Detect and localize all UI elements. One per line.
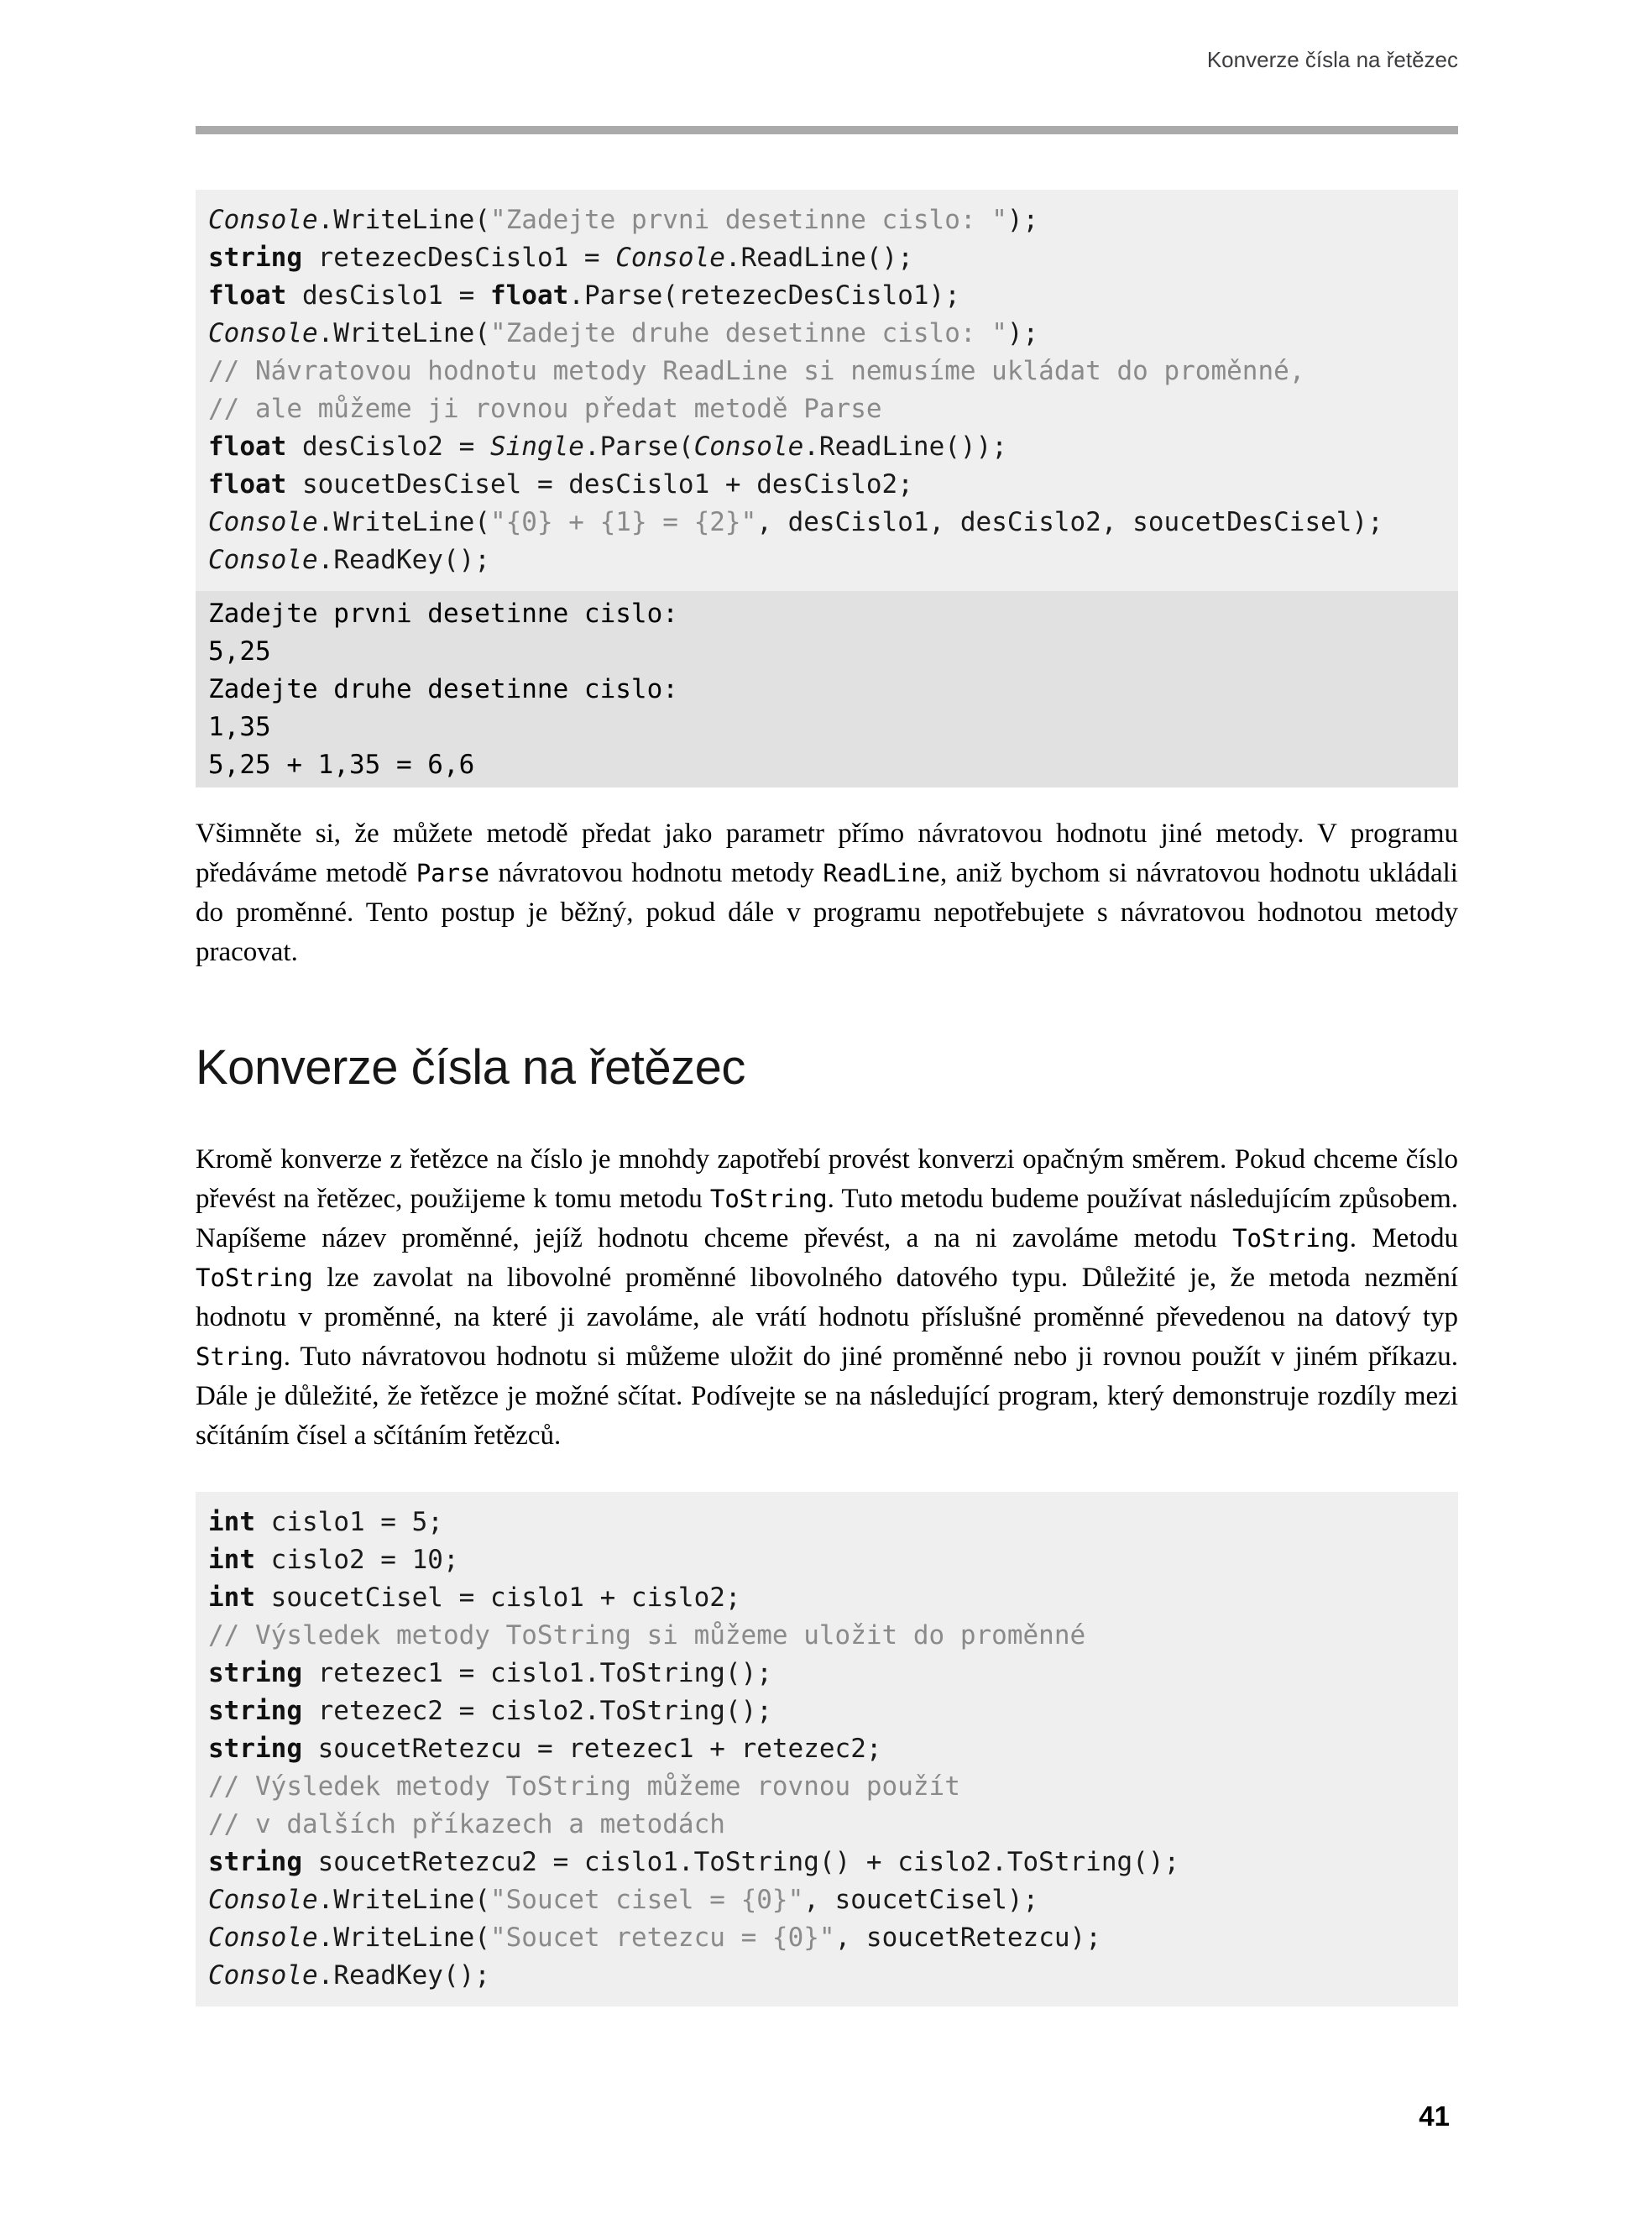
code-line: [208, 277, 1446, 315]
code-token: float: [208, 432, 287, 462]
code-token: // Návratovou hodnotu metody ReadLine si nemusíme ukládat do proměnné,: [208, 356, 1305, 386]
code-token: // v dalších příkazech a metodách: [208, 1809, 725, 1839]
code-token: Single: [489, 432, 584, 462]
code-line: [208, 466, 1446, 504]
code-line: 1,35: [208, 712, 271, 742]
code-line: [208, 1541, 1446, 1579]
code-token: soucetCisel = cislo1 + cislo2;: [255, 1583, 741, 1613]
code-token: int: [208, 1583, 255, 1613]
code-token: retezec2 = cislo2.ToString();: [301, 1696, 772, 1726]
code-line: 5,25: [208, 636, 271, 667]
code-token: .ReadLine());: [803, 432, 1007, 462]
code-token: Console: [208, 1885, 318, 1915]
code-token: float: [208, 280, 287, 311]
code-line: [208, 1730, 1446, 1768]
code-line: Zadejte prvni desetinne cislo:: [208, 599, 678, 629]
code-token: float: [489, 280, 569, 311]
code-token: soucetRetezcu2 = cislo1.ToString() + cislo2.ToString();: [301, 1847, 1180, 1877]
code-line: [208, 1768, 1446, 1806]
code-token: // Výsledek metody ToString si můžeme uložit do proměnné: [208, 1620, 1086, 1651]
code-listing-parse-example: [196, 190, 1458, 591]
code-token: .WriteLine(: [317, 507, 490, 537]
code-line: 5,25 + 1,35 = 6,6: [208, 750, 475, 780]
paragraph-parse-explanation: [196, 814, 1458, 972]
body-text-run: Kromě konverze z řetězce na číslo je mnohdy zapotřebí provést konverzi opačným směrem. Pokud chceme číslo převést na řetězec, použijeme k tomu metodu: [196, 1144, 1458, 1214]
code-line: [208, 1579, 1446, 1617]
body-text-run: návratovou hodnotu metody: [489, 858, 823, 888]
code-token: "{0} + {1} = {2}": [489, 507, 757, 537]
inline-code: ToString: [709, 1185, 828, 1213]
code-line: [208, 1806, 1446, 1844]
body-text-run: Všimněte si, že můžete metodě předat jako parametr přímo návratovou hodnotu jiné metody. V programu předáváme metodě: [196, 819, 1458, 888]
code-token: .WriteLine(: [317, 1885, 490, 1915]
code-token: .ReadLine();: [724, 243, 913, 273]
code-token: retezecDesCislo1 =: [301, 243, 616, 273]
code-token: string: [208, 1658, 302, 1688]
inline-code: Parse: [416, 859, 490, 887]
code-token: .ReadKey();: [317, 1960, 490, 1991]
code-token: "Soucet retezcu = {0}": [489, 1923, 835, 1953]
body-text-run: . Metodu: [1349, 1223, 1458, 1253]
code-line: [208, 504, 1446, 541]
code-token: "Zadejte prvni desetinne cislo: ": [489, 205, 1007, 235]
code-line: [208, 1504, 1446, 1541]
code-token: Console: [208, 1923, 318, 1953]
code-token: Console: [208, 507, 318, 537]
body-text-run: , aniž bychom si návratovou hodnotu ukládali do proměnné. Tento postup je běžný, pokud dále v programu nepotřebujete s návratovou hodnotou metody pracovat.: [196, 858, 1458, 967]
code-token: cislo2 = 10;: [255, 1545, 459, 1575]
code-token: string: [208, 1847, 302, 1877]
code-token: , desCislo1, desCislo2, soucetDesCisel);: [756, 507, 1383, 537]
code-token: Console: [208, 545, 318, 575]
code-token: desCislo2 =: [286, 432, 490, 462]
section-heading: Konverze čísla na řetězec: [196, 1040, 745, 1095]
code-token: string: [208, 243, 302, 273]
code-line: [208, 1957, 1446, 1995]
inline-code: ToString: [1232, 1224, 1350, 1253]
code-token: );: [1006, 205, 1039, 235]
code-token: soucetDesCisel = desCislo1 + desCislo2;: [286, 469, 913, 500]
page-header: [196, 47, 1458, 134]
code-token: );: [1006, 318, 1039, 348]
code-token: "Zadejte druhe desetinne cislo: ": [489, 318, 1007, 348]
code-token: .WriteLine(: [317, 318, 490, 348]
code-token: retezec1 = cislo1.ToString();: [301, 1658, 772, 1688]
code-token: .ReadKey();: [317, 545, 490, 575]
inline-code: String: [196, 1342, 284, 1371]
code-token: float: [208, 469, 287, 500]
code-line: [208, 541, 1446, 579]
code-line: [208, 353, 1446, 390]
code-line: [208, 428, 1446, 466]
code-token: string: [208, 1734, 302, 1764]
inline-code: ToString: [196, 1263, 313, 1292]
code-token: cislo1 = 5;: [255, 1507, 443, 1537]
page-number: 41: [1419, 2101, 1450, 2132]
body-text-run: . Tuto metodu budeme používat následujícím způsobem. Napíšeme název proměnné, jejíž hodnotu chceme převést, a na ni zavoláme metodu: [196, 1184, 1459, 1253]
header-rule: [196, 126, 1458, 134]
code-line: [208, 1919, 1446, 1957]
body-text-run: lze zavolat na libovolné proměnné libovolného datového typu. Důležité je, že metoda nezmění hodnotu v proměnné, na které ji zavoláme, ale vrátí hodnotu příslušné proměnné převedenou na datový typ: [196, 1263, 1458, 1332]
code-token: Console: [615, 243, 725, 273]
code-token: .WriteLine(: [317, 1923, 490, 1953]
code-token: soucetRetezcu = retezec1 + retezec2;: [301, 1734, 882, 1764]
code-token: int: [208, 1545, 255, 1575]
code-token: // Výsledek metody ToString můžeme rovnou použít: [208, 1771, 960, 1802]
code-token: Console: [208, 318, 318, 348]
code-token: .Parse(: [583, 432, 694, 462]
code-token: Console: [208, 1960, 318, 1991]
code-line: Zadejte druhe desetinne cislo:: [208, 674, 678, 704]
code-token: string: [208, 1696, 302, 1726]
code-line: [208, 390, 1446, 428]
code-token: .Parse(retezecDesCislo1);: [568, 280, 960, 311]
code-token: Console: [693, 432, 804, 462]
body-text-run: . Tuto návratovou hodnotu si můžeme uložit do jiné proměnné nebo ji rovnou použít v jiném příkazu. Dále je důležité, že řetězce je možné sčítat. Podívejte se na následující program, který demonstruje rozdíly mezi sčítáním čísel a sčítáním řetězců.: [196, 1342, 1458, 1451]
code-token: // ale můžeme ji rovnou předat metodě Parse: [208, 394, 882, 424]
code-listing-tostring-example: [196, 1492, 1458, 2006]
code-line: [208, 239, 1446, 277]
page-body: [196, 190, 1458, 2006]
console-output-parse-example: [196, 591, 1458, 787]
inline-code: ReadLine: [823, 859, 940, 887]
code-token: , soucetRetezcu);: [834, 1923, 1101, 1953]
code-line: [208, 1693, 1446, 1730]
code-line: [208, 1844, 1446, 1881]
code-token: int: [208, 1507, 255, 1537]
code-token: Console: [208, 205, 318, 235]
code-line: [208, 1655, 1446, 1693]
code-token: desCislo1 =: [286, 280, 490, 311]
running-header-title: Konverze čísla na řetězec: [1206, 47, 1458, 72]
code-token: , soucetCisel);: [803, 1885, 1039, 1915]
code-line: [208, 315, 1446, 353]
code-line: [208, 1881, 1446, 1919]
code-line: [208, 1617, 1446, 1655]
code-token: "Soucet cisel = {0}": [489, 1885, 804, 1915]
code-line: [208, 201, 1446, 239]
code-token: .WriteLine(: [317, 205, 490, 235]
paragraph-tostring-explanation: [196, 1140, 1458, 1456]
